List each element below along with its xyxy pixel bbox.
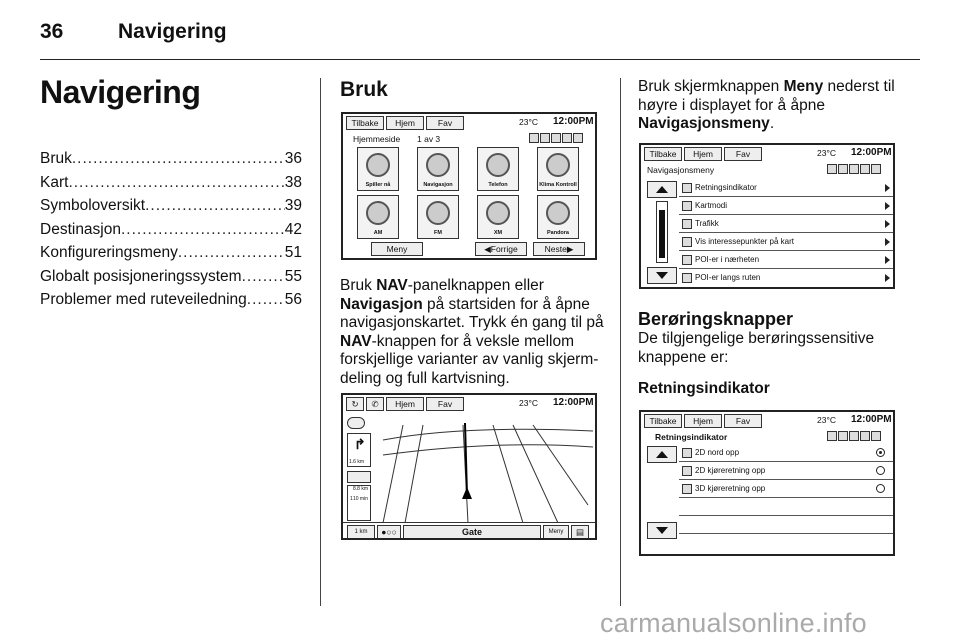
prev-button: ◀Forrige (475, 242, 527, 256)
map-icon (682, 201, 692, 211)
fav-button: Fav (724, 147, 762, 161)
toc-entry[interactable]: Problemer med ruteveiledning ..... 56 (40, 291, 302, 315)
tile-fm: FM (417, 195, 459, 239)
zoom-icon: ●○○ (377, 525, 401, 539)
temperature: 23°C (817, 148, 836, 158)
radio-selected-icon (876, 448, 885, 457)
scale-indicator: 1 km (347, 525, 375, 539)
menu-button: Meny (543, 525, 569, 539)
chevron-right-icon (885, 238, 890, 246)
toc-entry[interactable]: Destinasjon ..... 42 (40, 221, 302, 245)
watermark: carmanualsonline.info (600, 608, 867, 638)
clock: 12:00PM (553, 397, 594, 408)
scroll-down-button (647, 522, 677, 539)
direction-screen-illustration (639, 410, 895, 556)
tile-navigation: Navigasjon (417, 147, 459, 191)
turn-right-icon: ↱ (354, 436, 366, 452)
list-item (679, 517, 893, 534)
map-screen-illustration (341, 393, 597, 540)
route-icon (347, 471, 371, 483)
chevron-right-icon (885, 274, 890, 282)
tile-pandora: Pandora (537, 195, 579, 239)
screen-title: Hjemmeside (353, 134, 401, 144)
section-title: Bruk (340, 78, 388, 101)
home-button: Hjem (684, 147, 722, 161)
reroute-icon: ↻ (346, 397, 364, 411)
turn-indicator: ↱ 1.6 km (347, 433, 371, 467)
home-screen-illustration (341, 112, 597, 260)
item-heading: Retningsindikator (638, 380, 770, 397)
column-divider-2 (620, 78, 621, 606)
chapter-title: Navigering (40, 74, 201, 110)
nav-menu-screen-illustration (639, 143, 895, 289)
list-item: 2D kjøreretning opp (679, 463, 893, 480)
list-item: Vis interessepunkter på kart (679, 234, 893, 251)
toc-entry[interactable]: Bruk ..... 36 (40, 150, 302, 174)
list-item: 3D kjøreretning opp (679, 481, 893, 498)
chevron-right-icon (885, 220, 890, 228)
globe-icon (426, 153, 450, 177)
status-icons (827, 164, 881, 175)
fav-button: Fav (724, 414, 762, 428)
climate-icon (546, 153, 570, 177)
antenna-icon (366, 201, 390, 225)
scroll-up-button (647, 181, 677, 198)
chevron-right-icon: ▶ (566, 244, 574, 254)
scroll-down-button (647, 267, 677, 284)
3d-view-icon (682, 484, 692, 494)
chevron-right-icon (885, 202, 890, 210)
table-of-contents (40, 150, 302, 315)
list-item: POI-er langs ruten (679, 270, 893, 287)
antenna-icon (426, 201, 450, 225)
page-number: 36 (40, 20, 64, 43)
speaker-icon (366, 153, 390, 177)
list-item: Kartmodi (679, 198, 893, 215)
satellite-icon (486, 201, 510, 225)
back-button: Tilbake (346, 116, 384, 130)
home-button: Hjem (386, 116, 424, 130)
chevron-left-icon: ◀ (484, 244, 491, 254)
pandora-icon (546, 201, 570, 225)
temperature: 23°C (519, 398, 538, 408)
split-view-icon: ▤ (571, 525, 589, 539)
list-item: 2D nord opp (679, 445, 893, 462)
header-rule (40, 59, 920, 60)
column-divider-1 (320, 78, 321, 606)
list-item: Trafikk (679, 216, 893, 233)
next-button: Neste▶ (533, 242, 585, 256)
header-title: Navigering (118, 20, 227, 43)
scroll-up-button (647, 446, 677, 463)
map-roads (343, 395, 595, 538)
street-name: Gate (403, 525, 541, 539)
back-button: Tilbake (644, 147, 682, 161)
tile-phone: Telefon (477, 147, 519, 191)
tile-am: AM (357, 195, 399, 239)
poi-route-icon (682, 273, 692, 283)
clock: 12:00PM (553, 116, 594, 127)
radio-icon (876, 484, 885, 493)
list-item: Retningsindikator (679, 180, 893, 197)
poi-icon (682, 237, 692, 247)
screen-title: Navigasjonsmeny (647, 165, 715, 175)
radio-icon (876, 466, 885, 475)
toc-entry[interactable]: Symboloversikt ..... 39 (40, 197, 302, 221)
toc-entry[interactable]: Globalt posisjoneringssystem ..... 55 (40, 268, 302, 292)
trip-info: 8.8 km 1 10 min (347, 485, 371, 521)
list-item (679, 535, 893, 552)
body-text: Bruk NAV-panelknappen eller Navigasjon på startsiden for å åpne navigasjonskartet. Trykk én gang til på NAV-knappen for å veksle mellom forskjellige varianter av vanlig skjermdeling og full kartvisning. (340, 277, 604, 387)
temperature: 23°C (519, 117, 538, 127)
tile-xm: XM (477, 195, 519, 239)
home-button: Hjem (386, 397, 424, 411)
poi-nearby-icon (682, 255, 692, 265)
status-icons (529, 133, 583, 144)
clock: 12:00PM (851, 147, 892, 158)
toc-entry[interactable]: Kart ..... 38 (40, 174, 302, 198)
fav-button: Fav (426, 116, 464, 130)
page-indicator: 1 av 3 (417, 134, 441, 144)
heading-up-icon (682, 466, 692, 476)
traffic-icon (682, 219, 692, 229)
tile-climate: Klima Kontroll (537, 147, 579, 191)
clock: 12:00PM (851, 414, 892, 425)
menu-button: Meny (371, 242, 423, 256)
body-text: De tilgjengelige berøringssensitive knappene er: (638, 330, 875, 366)
scrollbar (656, 201, 668, 263)
toc-entry[interactable]: Konfigureringsmeny ..... 51 (40, 244, 302, 268)
body-text: Bruk skjermknappen Meny nederst til høyre i displayet for å åpne Navigasjonsmeny. (638, 78, 895, 132)
status-icons (827, 431, 881, 442)
list-item (679, 499, 893, 516)
chevron-right-icon (885, 256, 890, 264)
chevron-right-icon (885, 184, 890, 192)
fav-button: Fav (426, 397, 464, 411)
temperature: 23°C (817, 415, 836, 425)
north-up-icon (682, 448, 692, 458)
phone-icon: ✆ (366, 397, 384, 411)
screen-title: Retningsindikator (655, 432, 728, 442)
phone-icon (486, 153, 510, 177)
tile-now-playing: Spiller nå (357, 147, 399, 191)
back-button: Tilbake (644, 414, 682, 428)
list-item: POI-er i nærheten (679, 252, 893, 269)
direction-icon (682, 183, 692, 193)
subsection-title: Berøringsknapper (638, 309, 794, 329)
home-button: Hjem (684, 414, 722, 428)
volume-icon (347, 417, 365, 429)
